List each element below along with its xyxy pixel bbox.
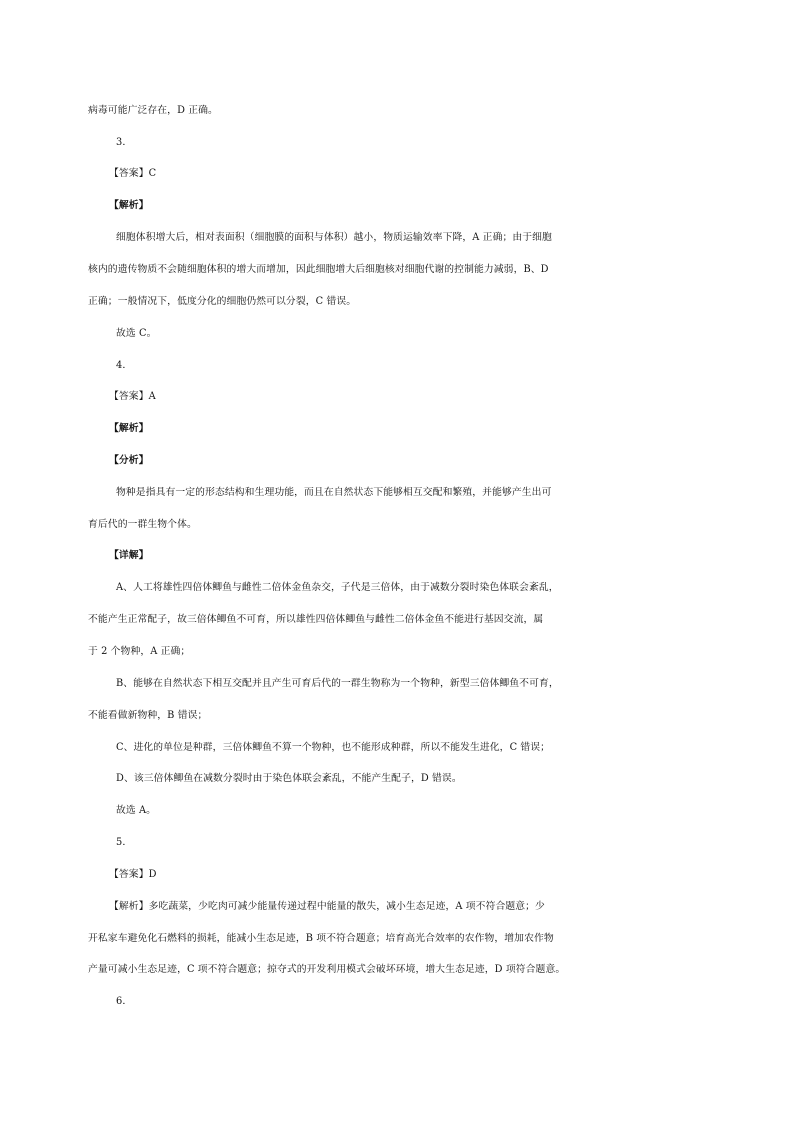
question-number: 3． bbox=[116, 137, 133, 148]
section-heading: 【解析】 bbox=[109, 200, 149, 211]
text-line: B、能够在自然状态下相互交配并且产生可育后代的一群生物称为一个物种，新型三倍体鲫鱼不可育， bbox=[116, 678, 559, 689]
text-line: C、进化的单位是种群，三倍体鲫鱼不算一个物种，也不能形成种群，所以不能发生进化，C 错误； bbox=[116, 742, 551, 753]
question-number: 4． bbox=[116, 360, 133, 371]
text-line: 正确；一般情况下，低度分化的细胞仍然可以分裂，C 错误。 bbox=[88, 296, 357, 307]
text-line: 产量可减小生态足迹，C 项不符合题意；掠夺式的开发利用模式会破坏环境，增大生态足迹，D 项符合题意。 bbox=[88, 964, 566, 975]
text-line: 不能看做新物种，B 错误； bbox=[88, 710, 208, 721]
answer-line: 【答案】C bbox=[109, 168, 157, 179]
text-line: 育后代的一群生物个体。 bbox=[88, 519, 197, 530]
answer-line: 【答案】D bbox=[109, 869, 157, 880]
section-heading: 【分析】 bbox=[109, 455, 149, 466]
question-number: 6． bbox=[116, 996, 133, 1007]
text-line: 于 2 个物种，A 正确； bbox=[88, 646, 191, 657]
text-line: 故选 C。 bbox=[116, 328, 157, 339]
text-line: 不能产生正常配子，故三倍体鲫鱼不可育，所以雄性四倍体鲫鱼与雌性二倍体金鱼不能进行基因交流，属 bbox=[88, 614, 544, 625]
text-line: 故选 A。 bbox=[116, 805, 157, 816]
text-line: 细胞体积增大后，相对表面积（细胞膜的面积与体积）越小，物质运输效率下降，A 正确；由于细胞 bbox=[116, 232, 552, 243]
text-line: 开私家车避免化石燃料的损耗，能减小生态足迹，B 项不符合题意；培育高光合效率的农作物，增加农作物 bbox=[88, 933, 554, 944]
question-number: 5． bbox=[116, 837, 133, 848]
text-line: 病毒可能广泛存在，D 正确。 bbox=[88, 105, 218, 116]
text-line: A、人工将雄性四倍体鲫鱼与雌性二倍体金鱼杂交，子代是三倍体，由于减数分裂时染色体联会紊乱， bbox=[116, 582, 559, 593]
section-heading: 【详解】 bbox=[109, 550, 149, 561]
text-line: 物种是指具有一定的形态结构和生理功能，而且在自然状态下能够相互交配和繁殖，并能够产生出可 bbox=[116, 487, 552, 498]
answer-line: 【答案】A bbox=[109, 391, 156, 402]
text-line: 核内的遗传物质不会随细胞体积的增大而增加，因此细胞增大后细胞核对细胞代谢的控制能力减弱，B、D bbox=[88, 264, 549, 275]
text-line: D、该三倍体鲫鱼在减数分裂时由于染色体联会紊乱，不能产生配子，D 错误。 bbox=[116, 773, 462, 784]
text-line: 【解析】多吃蔬菜，少吃肉可减少能量传递过程中能量的散失，减小生态足迹，A 项不符合题意；少 bbox=[109, 901, 545, 912]
section-heading: 【解析】 bbox=[109, 423, 149, 434]
